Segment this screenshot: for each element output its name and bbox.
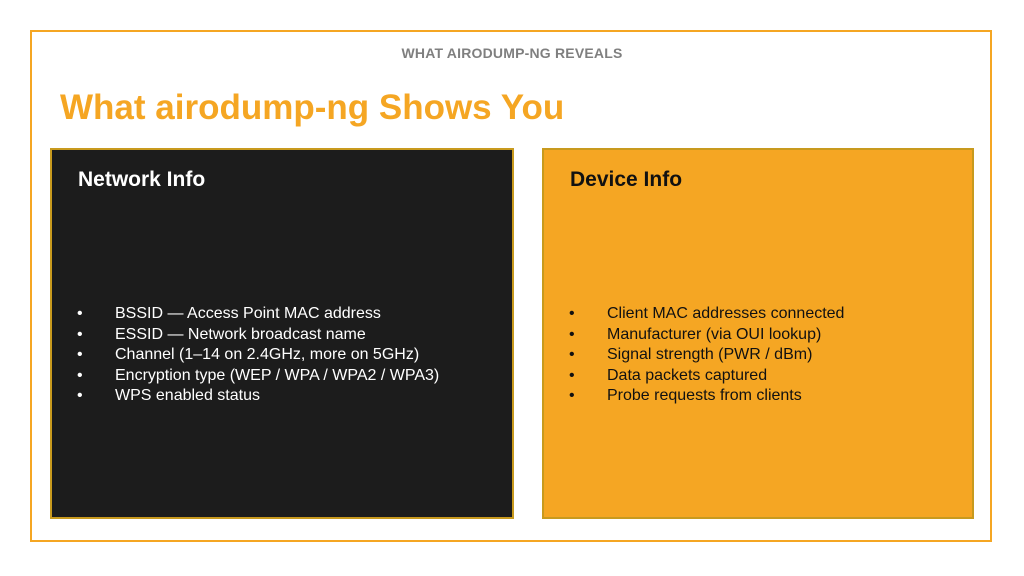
list-item-text: Client MAC addresses connected [607, 305, 845, 322]
list-item-text: ESSID — Network broadcast name [115, 325, 366, 343]
bullet-icon: • [77, 387, 83, 404]
bullet-icon: • [77, 346, 83, 363]
bullet-icon: • [569, 305, 575, 322]
list-item-text: Channel (1–14 on 2.4GHz, more on 5GHz) [115, 346, 420, 363]
list-item-text: WPS enabled status [115, 387, 260, 404]
list-item-text: Probe requests from clients [607, 387, 802, 404]
slide-kicker: WHAT AIRODUMP-NG REVEALS [401, 45, 623, 61]
list-item-text: BSSID — Access Point MAC address [115, 305, 381, 322]
network-info-panel [50, 148, 514, 519]
slide-title: What airodump-ng Shows You [60, 88, 565, 127]
network-info-heading: Network Info [78, 168, 206, 191]
list-item-text: Signal strength (PWR / dBm) [607, 346, 813, 363]
list-item-text: Manufacturer (via OUI lookup) [607, 325, 822, 343]
bullet-icon: • [77, 325, 83, 343]
bullet-icon: • [77, 305, 83, 322]
device-info-heading: Device Info [570, 168, 683, 191]
bullet-icon: • [569, 325, 575, 343]
bullet-icon: • [569, 366, 575, 384]
list-item-text: Data packets captured [607, 366, 768, 384]
bullet-icon: • [569, 387, 575, 404]
list-item-text: Encryption type (WEP / WPA / WPA2 / WPA3) [115, 366, 440, 384]
bullet-icon: • [569, 346, 575, 363]
bullet-icon: • [77, 366, 83, 384]
device-info-panel [542, 148, 974, 519]
